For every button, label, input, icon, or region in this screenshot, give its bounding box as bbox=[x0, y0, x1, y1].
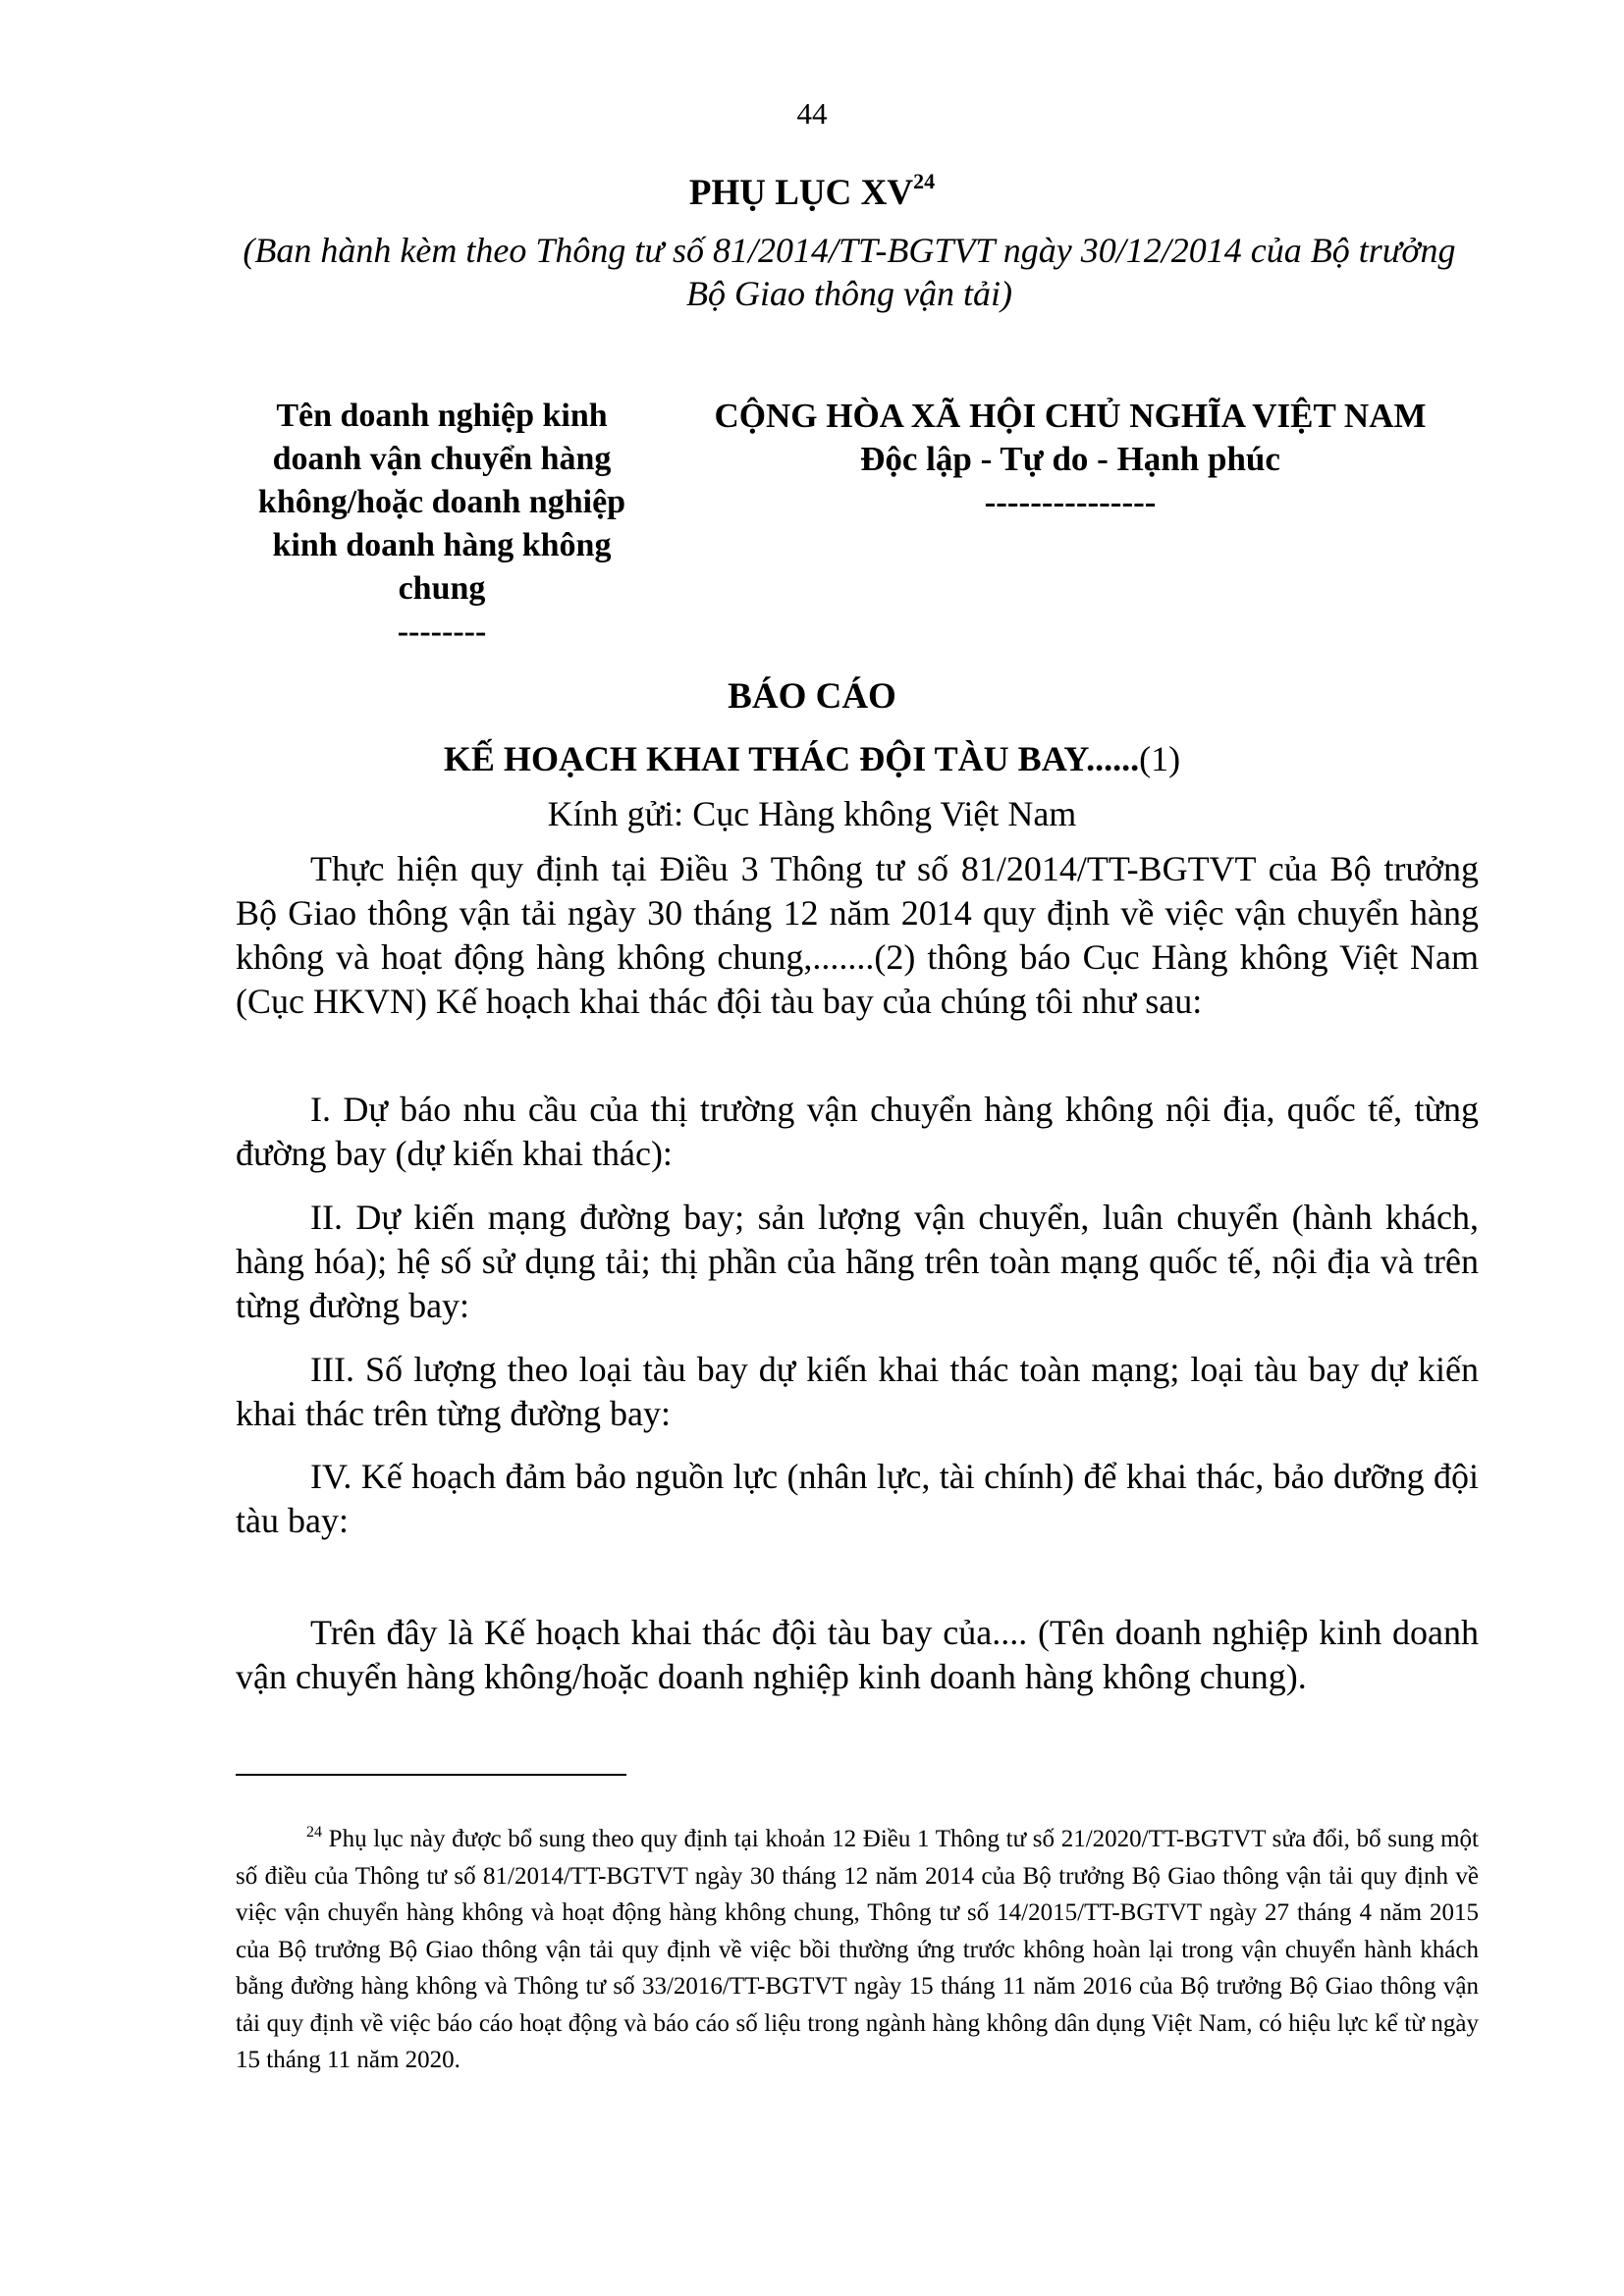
appendix-title bbox=[0, 169, 1624, 214]
nation-rule: --------------- bbox=[984, 483, 1157, 521]
closing-paragraph: Trên đây là Kế hoạch khai thác đội tàu bay của.... (Tên doanh nghiệp kinh doanh vận chuyển hàng không/hoặc doanh nghiệp kinh doanh hàng không chung). bbox=[236, 1613, 1479, 1696]
report-title: BÁO CÁO bbox=[728, 676, 896, 717]
nation-name: CỘNG HÒA XÃ HỘI CHỦ NGHĨA VIỆT NAM bbox=[714, 397, 1427, 435]
footnote bbox=[236, 1814, 1479, 2079]
organization-line: chung bbox=[398, 570, 486, 607]
report-subtitle bbox=[0, 738, 1624, 779]
nation-motto: Độc lập - Tự do - Hạnh phúc bbox=[860, 440, 1280, 478]
page-number: 44 bbox=[796, 96, 828, 131]
section-4-paragraph: IV. Kế hoạch đảm bảo nguồn lực (nhân lực, tài chính) để khai thác, bảo dưỡng đội tàu bay: bbox=[236, 1457, 1479, 1540]
intro-paragraph: Thực hiện quy định tại Điều 3 Thông tư số 81/2014/TT-BGTVT của Bộ trưởng Bộ Giao thông vận tải ngày 30 tháng 12 năm 2014 quy định về việc vận chuyển hàng không và hoạt động hàng không chung,.......(2) thông báo Cục Hàng không Việt Nam (Cục HKVN) Kế hoạch khai thác đội tàu bay của chúng tôi như sau: bbox=[236, 849, 1479, 1021]
organization-line: Tên doanh nghiệp kinh bbox=[276, 398, 608, 434]
footnote-marker: 24 bbox=[306, 1824, 322, 1841]
footnote-reference: 24 bbox=[913, 169, 936, 193]
report-subtitle-text: KẾ HOẠCH KHAI THÁC ĐỘI TÀU BAY...... bbox=[443, 739, 1140, 778]
section-1-paragraph: I. Dự báo nhu cầu của thị trường vận chuyển hàng không nội địa, quốc tế, từng đường bay (dự kiến khai thác): bbox=[236, 1090, 1479, 1173]
national-header bbox=[687, 395, 1453, 524]
footnote-divider bbox=[236, 1774, 626, 1776]
appendix-subtitle: (Ban hành kèm theo Thông tư số 81/2014/TT-BGTVT ngày 30/12/2014 của Bộ trưởng Bộ Giao thông vận tải) bbox=[243, 231, 1456, 313]
section-3-paragraph: III. Số lượng theo loại tàu bay dự kiến khai thác toàn mạng; loại tàu bay dự kiến khai thác trên từng đường bay: bbox=[236, 1350, 1479, 1433]
section-2-paragraph: II. Dự kiến mạng đường bay; sản lượng vận chuyển, luân chuyển (hành khách, hàng hóa); hệ số sử dụng tải; thị phần của hãng trên toàn mạng quốc tế, nội địa và trên từng đường bay: bbox=[236, 1198, 1479, 1325]
appendix-title-text: PHỤ LỤC XV bbox=[688, 173, 914, 213]
footnote-text: Phụ lục này được bổ sung theo quy định tại khoản 12 Điều 1 Thông tư số 21/2020/TT-BGTVT sửa đổi, bổ sung một số điều của Thông tư số 81/2014/TT-BGTVT ngày 30 tháng 12 năm 2014 của Bộ trưởng Bộ Giao thông vận tải quy định về việc vận chuyển hàng không và hoạt động hàng không chung, Thông tư số 14/2015/TT-BGTVT ngày 27 tháng 4 năm 2015 của Bộ trưởng Bộ Giao thông vận tải quy định về việc bồi thường ứng trước không hoàn lại trong vận chuyển hành khách bằng đường hàng không và Thông tư số 33/2016/TT-BGTVT ngày 15 tháng 11 năm 2016 của Bộ trưởng Bộ Giao thông vận tải quy định về việc báo cáo hoạt động và báo cáo số liệu trong ngành hàng không dân dụng Việt Nam, có hiệu lực kể từ ngày 15 tháng 11 năm 2020. bbox=[236, 1826, 1480, 2073]
organization-line: doanh vận chuyển hàng bbox=[272, 441, 612, 477]
organization-header bbox=[226, 395, 658, 654]
report-subtitle-note: (1) bbox=[1139, 739, 1181, 778]
organization-rule: -------- bbox=[397, 614, 487, 650]
organization-line: không/hoặc doanh nghiệp bbox=[257, 484, 626, 520]
organization-line: kinh doanh hàng không bbox=[272, 527, 612, 563]
recipient-line: Kính gửi: Cục Hàng không Việt Nam bbox=[547, 794, 1077, 833]
